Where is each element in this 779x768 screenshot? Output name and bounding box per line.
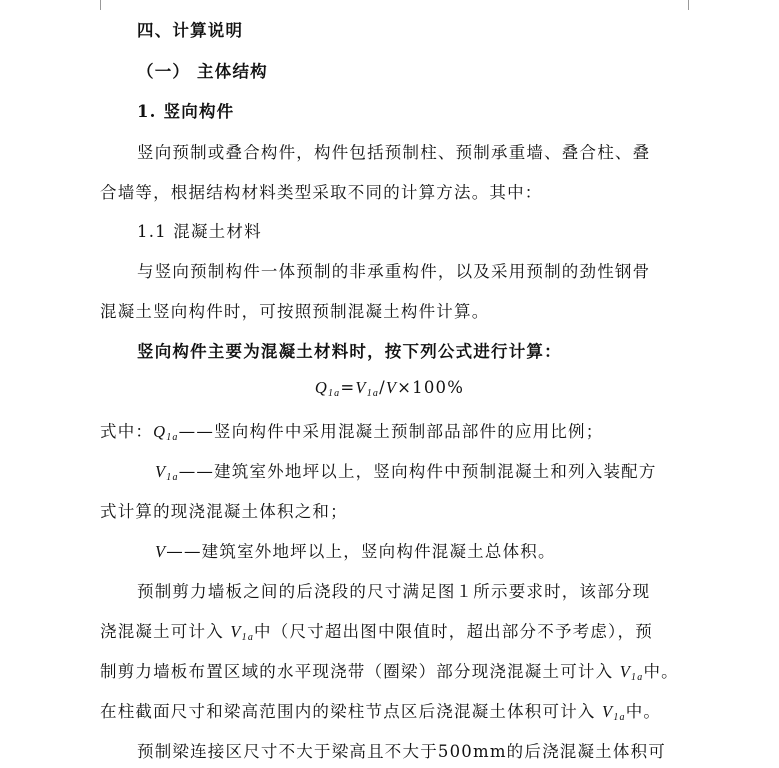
definition-v1a [155,458,657,483]
def2-symbol: V [155,462,167,481]
formula-v: V [385,378,398,397]
section-1-1-title: 1.1 混凝土材料 [137,222,262,241]
formula-lhs: Q [314,378,328,397]
para4-line1: 预制梁连接区尺寸不大于梁高且不大于500mm的后浇混凝土体积可 [137,742,666,761]
para3-line2-sub: 1a [241,632,255,643]
def1-symbol: Q [153,422,167,441]
para1-line2: 合墙等，根据结构材料类型采取不同的计算方法。其中： [100,183,543,202]
formula-v1: V [355,378,367,397]
definition-v [155,538,556,562]
formula-v1-sub: 1a [366,388,380,399]
def1-text: ——竖向构件中采用混凝土预制部品部件的应用比例； [178,422,604,441]
crop-mark-right [688,0,699,10]
def2-sub: 1a [166,472,179,483]
section-1-title: 1. 竖向构件 [137,102,235,121]
formula-div: / [379,378,386,397]
def1-sub: 1a [166,432,179,443]
para3-line3-b: 中。 [643,662,679,681]
para3-line2 [100,618,653,643]
formula-lhs-sub: 1a [327,388,341,399]
para3-line4 [100,698,661,723]
para3-line3-sym: V [619,662,632,681]
def3-symbol: V [155,542,167,561]
bold-statement: 竖向构件主要为混凝土材料时，按下列公式进行计算： [137,342,562,361]
formula-eq: = [340,378,356,397]
para3-line4-sub: 1a [613,712,626,723]
para3-line4-sym: V [602,702,614,721]
definition-q1a [100,418,603,443]
para3-line3 [100,658,679,683]
para3-line1: 预制剪力墙板之间的后浇段的尺寸满足图１所示要求时，该部分现 [137,582,651,601]
formula-times: ×100% [397,378,465,397]
def-prefix: 式中： [100,422,154,441]
para3-line2-a: 浇混凝土可计入 [100,622,231,641]
def3-text: ——建筑室外地坪以上，竖向构件混凝土总体积。 [166,542,556,561]
def2-text-line2: 式计算的现浇混凝土体积之和； [100,502,348,521]
para3-line3-a: 制剪力墙板布置区域的水平现浇带（圈梁）部分现浇混凝土可计入 [100,662,620,681]
def2-text-line1: ——建筑室外地坪以上，竖向构件中预制混凝土和列入装配方 [178,462,657,481]
para1-line1: 竖向预制或叠合构件，构件包括预制柱、预制承重墙、叠合柱、叠 [137,143,651,162]
para2-line1: 与竖向预制构件一体预制的非承重构件，以及采用预制的劲性钢骨 [137,262,651,281]
para2-line2: 混凝土竖向构件时，可按照预制混凝土构件计算。 [100,302,490,321]
formula [0,378,779,399]
para3-line2-sym: V [230,622,242,641]
para3-line3-sub: 1a [631,672,644,683]
para3-line4-b: 中。 [625,702,662,721]
crop-mark-left [90,0,101,10]
para3-line4-a: 在柱截面尺寸和梁高范围内的梁柱节点区后浇混凝土体积可计入 [100,702,603,721]
para3-line2-b: 中（尺寸超出图中限值时，超出部分不予考虑），预 [254,622,653,641]
heading: 四、计算说明 [137,21,244,40]
subheading: （一） 主体结构 [137,62,268,81]
